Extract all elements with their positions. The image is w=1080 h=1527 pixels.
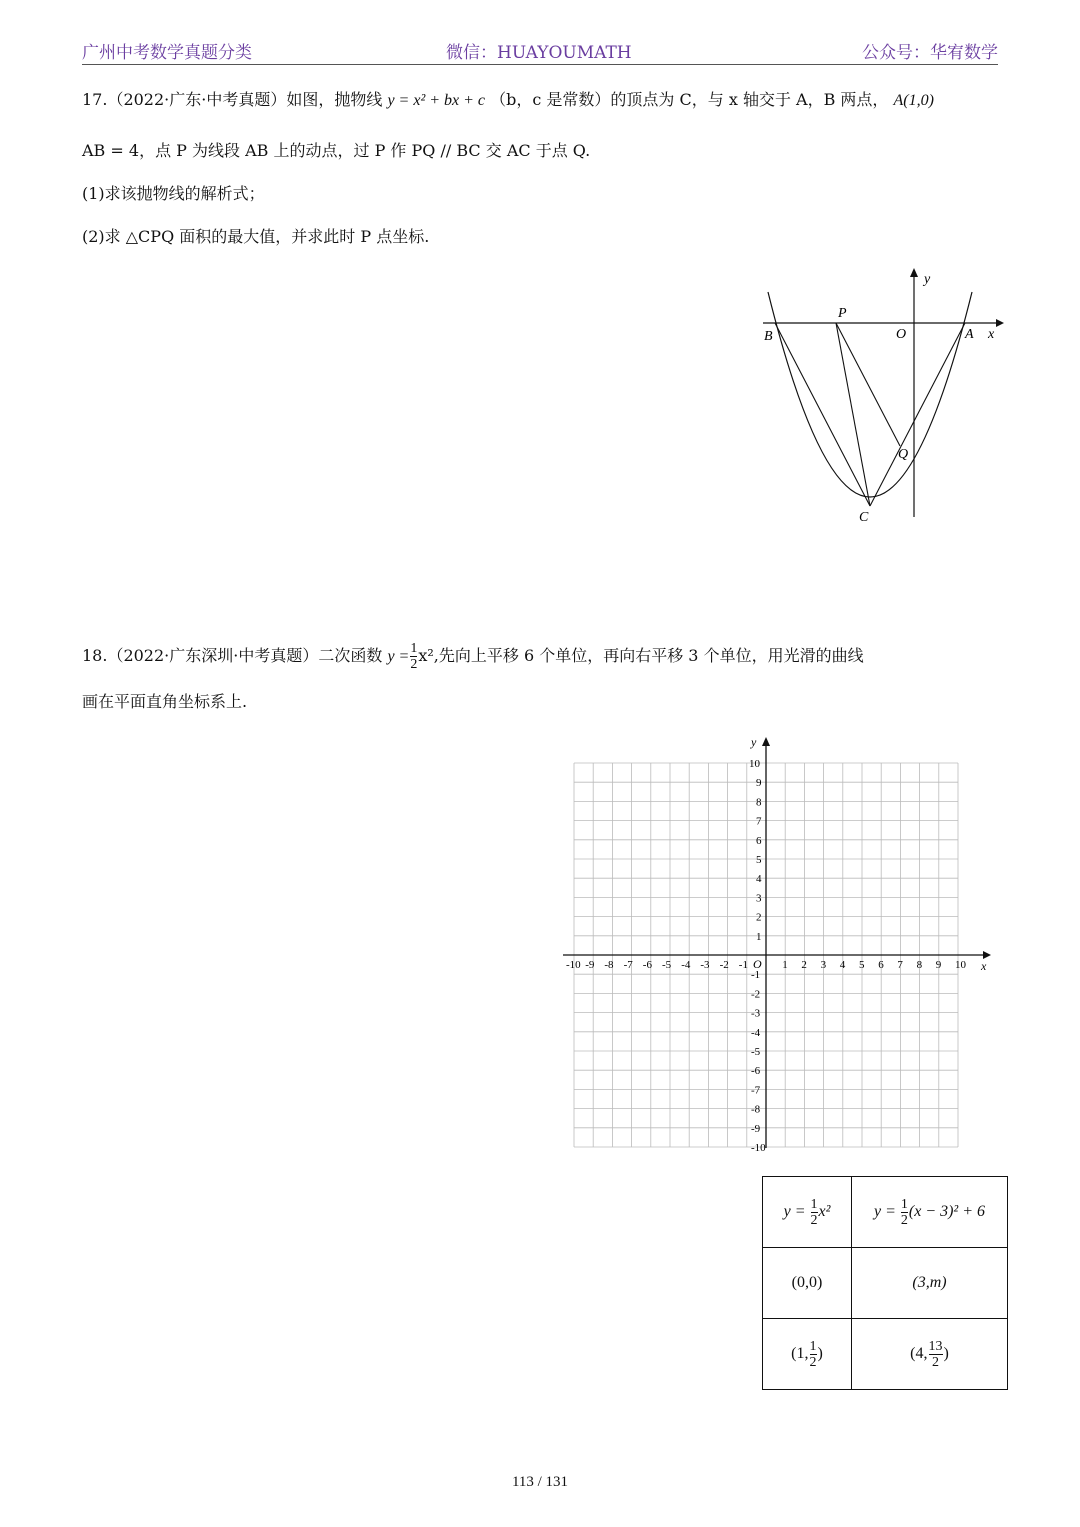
parabola-figure bbox=[758, 262, 1008, 532]
label-x: x bbox=[988, 327, 995, 342]
x-tick-label: -10 bbox=[566, 959, 581, 971]
table-row bbox=[763, 1177, 1008, 1248]
y-tick-label: 3 bbox=[756, 892, 762, 905]
y-tick-labels bbox=[749, 758, 766, 1154]
y-tick-label: -8 bbox=[751, 1103, 761, 1116]
table-head-2: y = $\frac{1}{2}$ (x − 3)² + 6 bbox=[852, 1177, 1008, 1248]
coordinate-grid bbox=[555, 732, 1000, 1162]
table-cell: (1, $\frac{1}{2}$ ) bbox=[763, 1319, 852, 1390]
y-tick-label: 5 bbox=[756, 854, 762, 866]
x-tick-label: 6 bbox=[878, 959, 884, 971]
y-tick-label: -10 bbox=[751, 1142, 766, 1154]
label-c: C bbox=[859, 510, 869, 525]
table-row bbox=[763, 1248, 1008, 1319]
y-tick-label: 4 bbox=[756, 873, 762, 886]
table-cell: (4, $\frac{13}{2}$ ) bbox=[852, 1319, 1008, 1390]
header-account: 公众号：华宥数学 bbox=[862, 43, 998, 63]
label-p: P bbox=[838, 306, 847, 321]
x-tick-label: 10 bbox=[955, 959, 966, 971]
x-tick-label: -5 bbox=[662, 959, 672, 971]
x-tick-label: 2 bbox=[801, 959, 807, 971]
x-tick-label: 7 bbox=[897, 959, 903, 971]
y-tick-label: -1 bbox=[751, 969, 761, 982]
x-tick-label: 8 bbox=[916, 959, 923, 971]
table-head-1: y = $\frac{1}{2}$ x² bbox=[763, 1177, 852, 1248]
grid-origin: O bbox=[753, 957, 762, 971]
y-tick-label: 1 bbox=[756, 930, 762, 943]
y-tick-label: -3 bbox=[751, 1007, 761, 1020]
x-tick-label: -1 bbox=[738, 959, 748, 971]
problem18-line2: 画在平面直角坐标系上. bbox=[82, 692, 248, 711]
problem17-intro-b: （b，c 是常数）的顶点为 C，与 x 轴交于 A，B 两点， bbox=[490, 90, 889, 109]
x-tick-label: 3 bbox=[820, 959, 827, 971]
problem17-question1: (1)求该抛物线的解析式； bbox=[82, 184, 265, 203]
header-wechat: 微信：HUAYOUMATH bbox=[446, 43, 632, 63]
page-header bbox=[82, 38, 998, 65]
y-tick-label: -4 bbox=[751, 1026, 761, 1039]
label-y: y bbox=[924, 272, 931, 287]
x-tick-label: -6 bbox=[642, 959, 652, 971]
y-tick-label: 6 bbox=[756, 834, 762, 847]
x-tick-label: 1 bbox=[782, 959, 788, 971]
problem18-tail: x²,先向上平移 6 个单位，再向右平移 3 个单位，用光滑的曲线 bbox=[418, 646, 864, 665]
x-tick-label: -9 bbox=[585, 959, 595, 971]
x-tick-label: -3 bbox=[700, 959, 710, 971]
y-tick-label: 8 bbox=[756, 796, 762, 809]
x-tick-label: 5 bbox=[859, 959, 865, 971]
x-tick-label: 9 bbox=[935, 959, 942, 971]
problem17-point-a: A(1,0) bbox=[893, 92, 934, 109]
problem17-intro: 17.（2022·广东·中考真题）如图，抛物线 bbox=[82, 90, 383, 109]
x-tick-label: -2 bbox=[719, 959, 729, 971]
problem17-question2: (2)求 △CPQ 面积的最大值，并求此时 P 点坐标. bbox=[82, 227, 430, 246]
problem17-line1 bbox=[82, 88, 934, 113]
y-tick-label: -7 bbox=[751, 1084, 761, 1097]
table-cell: (0,0) bbox=[763, 1248, 852, 1319]
grid-axes bbox=[563, 737, 991, 1148]
value-table bbox=[762, 1176, 1008, 1390]
y-tick-label: -5 bbox=[751, 1046, 761, 1058]
y-tick-label: 9 bbox=[756, 777, 762, 790]
label-b: B bbox=[764, 329, 773, 344]
x-tick-label: -4 bbox=[681, 959, 691, 971]
grid-y-label: y bbox=[751, 735, 757, 749]
header-title: 广州中考数学真题分类 bbox=[82, 43, 252, 63]
problem17-line2: AB = 4，点 P 为线段 AB 上的动点，过 P 作 PQ // BC 交 AC 于点 Q. bbox=[82, 141, 591, 160]
label-a: A bbox=[965, 327, 974, 342]
page-number: 113 / 131 bbox=[511, 1474, 569, 1490]
x-tick-label: -8 bbox=[604, 959, 614, 971]
y-tick-label: -6 bbox=[751, 1065, 761, 1078]
problem17-equation: y = x² + bx + c bbox=[387, 92, 486, 109]
table-cell: (3,m) bbox=[852, 1248, 1008, 1319]
x-tick-label: -7 bbox=[623, 959, 633, 971]
problem18-line1 bbox=[82, 641, 864, 672]
y-tick-label: 7 bbox=[756, 815, 762, 828]
label-o: O bbox=[896, 327, 907, 342]
problem18-y: y = bbox=[387, 648, 410, 665]
x-tick-label: 4 bbox=[839, 959, 846, 971]
y-tick-label: 2 bbox=[756, 911, 762, 924]
label-q: Q bbox=[898, 447, 909, 462]
problem18-fraction: $\frac{1}{2}$ bbox=[410, 641, 418, 672]
y-tick-label: -9 bbox=[751, 1122, 761, 1135]
problem18-intro: 18.（2022·广东深圳·中考真题）二次函数 bbox=[82, 646, 383, 665]
y-tick-label: 10 bbox=[749, 758, 760, 770]
table-row bbox=[763, 1319, 1008, 1390]
y-tick-label: -2 bbox=[751, 988, 761, 1001]
grid-x-label: x bbox=[981, 959, 987, 973]
